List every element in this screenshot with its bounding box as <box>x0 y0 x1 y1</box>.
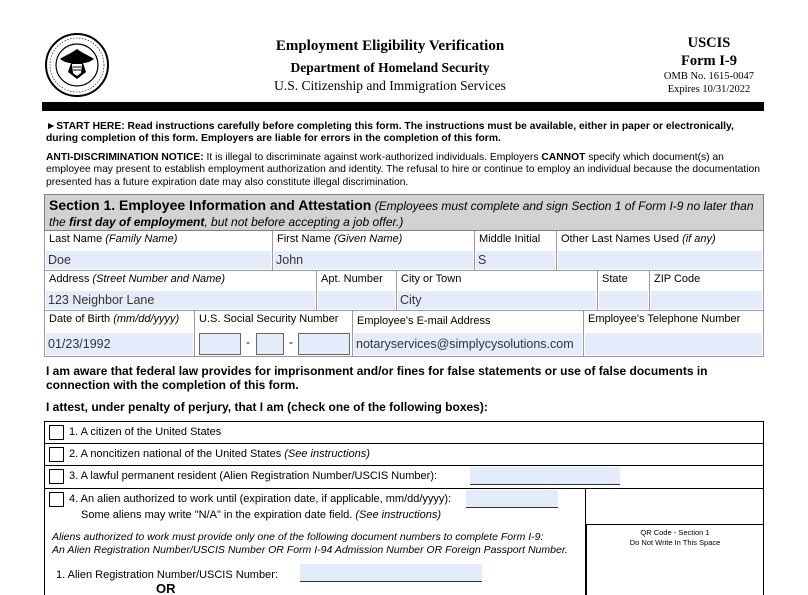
citizen-label-text: 1. A citizen of the United States <box>69 426 222 438</box>
na-note <box>81 509 441 521</box>
form-title: Employment Eligibility Verification <box>275 38 505 54</box>
start-here-prefix: ►START HERE: <box>46 121 128 132</box>
last-name-label-text: Last Name <box>49 233 106 245</box>
na-note-hint: (See instructions) <box>355 509 441 521</box>
apt-label: Apt. Number <box>321 273 383 285</box>
dob-label <box>49 313 179 325</box>
form-number: Form I-9 <box>681 53 737 69</box>
dob-label-text: Date of Birth <box>49 313 114 325</box>
header-divider <box>42 102 764 111</box>
middle-initial-label: Middle Initial <box>479 233 541 245</box>
anti-text-1: It is illegal to discriminate against work-authorized individuals. Employers <box>203 152 542 163</box>
other-names-hint: (if any) <box>682 233 716 245</box>
dob-hint: (mm/dd/yyyy) <box>113 313 180 325</box>
aliens-note-line-1: Aliens authorized to work must provide only one of the following document numbers to complete Form I-9: <box>52 531 544 543</box>
last-name-label <box>49 233 177 245</box>
section-1-instr-2: , but not before accepting a job offer.) <box>204 215 404 229</box>
section-1-instr-1: (Employees must complete and sign Section 1 of Form I-9 no later than the <box>49 199 754 229</box>
permanent-resident-number-input[interactable] <box>470 467 620 485</box>
qr-code-area <box>586 524 764 595</box>
option-permanent-resident <box>44 466 764 489</box>
zip-cell <box>649 271 764 311</box>
aliens-document-note <box>52 531 592 557</box>
address-input[interactable]: 123 Neighbor Lane <box>46 291 315 309</box>
perjury-awareness-text: I am aware that federal law provides for imprisonment and/or fines for false statements or use of false documents in connection with the completion of this form. <box>46 364 708 392</box>
na-note-text: Some aliens may write "N/A" in the expiration date field. <box>81 509 356 521</box>
uscis-label: USCIS <box>687 35 731 51</box>
city-input[interactable]: City <box>398 291 596 309</box>
city-cell <box>396 271 597 311</box>
last-name-cell <box>44 231 272 271</box>
omb-number: OMB No. 1615-0047 <box>663 71 755 82</box>
ssn-part-2-input[interactable] <box>256 333 284 355</box>
expiration-date: Expires 10/31/2022 <box>667 84 751 95</box>
anti-text-2: specify which document(s) an employee may present to establish employment authorization and identity. The refusal to hire or continue to employ an individual because the documentation presented has a future expiration date may also constitute illegal discrimination. <box>46 152 760 188</box>
dob-cell <box>44 311 194 357</box>
dhs-seal-icon <box>44 32 110 98</box>
zip-label: ZIP Code <box>654 273 701 285</box>
apt-cell <box>316 271 396 311</box>
anti-discrimination-notice <box>46 152 762 189</box>
noncitizen-national-label-text: 2. A noncitizen national of the United States <box>69 448 285 460</box>
anti-cannot: CANNOT <box>541 152 586 163</box>
address-hint: (Street Number and Name) <box>92 273 226 285</box>
first-name-cell <box>272 231 474 271</box>
email-label: Employee's E-mail Address <box>357 315 491 327</box>
start-here-text: Read instructions carefully before completing this form. The instructions must be available, either in paper or electronically, during completion of this form. Employers are liable for errors in the completion of this form. <box>46 121 734 145</box>
noncitizen-national-hint: (See instructions) <box>284 448 370 460</box>
first-name-hint: (Given Name) <box>333 233 403 245</box>
other-names-label <box>561 233 716 245</box>
apt-input[interactable] <box>318 291 395 309</box>
aliens-note-line-2: An Alien Registration Number/USCIS Number OR Form I-94 Admission Number OR Foreign Passport Number. <box>52 544 568 556</box>
ssn-part-3-input[interactable] <box>298 333 350 355</box>
permanent-resident-checkbox[interactable] <box>49 469 64 484</box>
or-separator: OR <box>156 581 176 595</box>
middle-initial-cell <box>474 231 556 271</box>
option-noncitizen-national <box>44 444 764 466</box>
section-1-header <box>44 194 764 231</box>
option-alien-authorized <box>44 489 764 524</box>
noncitizen-national-label <box>69 447 370 462</box>
email-input[interactable]: notaryservices@simplycysolutions.com <box>354 333 582 355</box>
form-title-block <box>200 37 580 95</box>
ssn-part-1-input[interactable] <box>199 333 241 355</box>
form-id-block <box>650 35 768 96</box>
qr-code-label: QR Code - Section 1 <box>640 528 710 537</box>
noncitizen-national-checkbox[interactable] <box>49 447 64 462</box>
anti-discrimination-label: ANTI-DISCRIMINATION NOTICE: <box>46 152 204 163</box>
other-names-cell <box>556 231 764 271</box>
permanent-resident-label: 3. A lawful permanent resident (Alien Registration Number/USCIS Number): <box>69 470 438 482</box>
address-label <box>49 273 225 285</box>
alien-registration-input[interactable] <box>300 564 482 582</box>
email-cell <box>352 311 583 357</box>
ssn-dash-2: - <box>289 335 293 349</box>
ssn-label: U.S. Social Security Number <box>199 313 339 325</box>
qr-code-note: Do Not Write In This Space <box>629 538 721 547</box>
address-cell <box>44 271 316 311</box>
state-cell <box>597 271 649 311</box>
middle-initial-input[interactable]: S <box>476 251 555 269</box>
alien-authorized-checkbox[interactable] <box>49 492 64 507</box>
zip-input[interactable] <box>651 291 762 309</box>
agency-name: U.S. Citizenship and Immigration Services <box>274 78 506 93</box>
first-name-input[interactable]: John <box>274 251 473 269</box>
alien-authorized-label: 4. An alien authorized to work until (expiration date, if applicable, mm/dd/yyyy): <box>69 493 452 505</box>
phone-cell <box>583 311 764 357</box>
department-name: Department of Homeland Security <box>290 60 490 75</box>
ssn-dash-1: - <box>246 335 250 349</box>
last-name-hint: (Family Name) <box>105 233 178 245</box>
other-names-input[interactable] <box>558 251 762 269</box>
state-label: State <box>602 273 628 285</box>
section-1-title: Section 1. Employee Information and Attestation <box>49 197 372 213</box>
state-select[interactable] <box>599 291 648 309</box>
citizen-checkbox[interactable] <box>49 425 64 440</box>
address-label-text: Address <box>49 273 93 285</box>
alien-registration-label: 1. Alien Registration Number/USCIS Number: <box>56 569 278 581</box>
citizen-label <box>69 425 221 440</box>
other-names-label-text: Other Last Names Used <box>561 233 683 245</box>
dob-input[interactable]: 01/23/1992 <box>46 333 193 355</box>
last-name-input[interactable]: Doe <box>46 251 271 269</box>
phone-input[interactable] <box>585 333 762 355</box>
phone-label: Employee's Telephone Number <box>588 313 741 325</box>
expiration-date-input[interactable] <box>466 490 558 508</box>
section-1-instr-bold: first day of employment <box>69 215 205 229</box>
attest-instruction: I attest, under penalty of perjury, that I am (check one of the following boxes): <box>46 400 488 414</box>
first-name-label <box>277 233 402 245</box>
city-label: City or Town <box>401 273 462 285</box>
start-here-notice <box>46 121 762 146</box>
option-citizen <box>44 421 764 444</box>
first-name-label-text: First Name <box>277 233 334 245</box>
left-border <box>44 489 45 595</box>
